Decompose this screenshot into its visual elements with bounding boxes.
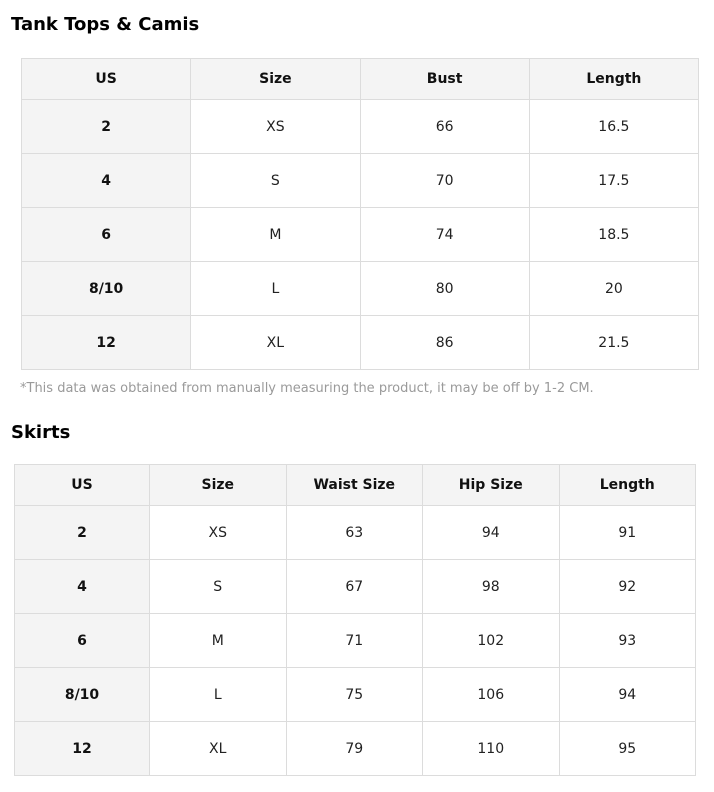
- us-size-cell: 6: [22, 208, 191, 262]
- size-cell: XL: [191, 316, 360, 370]
- length-cell: 95: [559, 722, 696, 776]
- table-row: [22, 154, 699, 208]
- table-row: [15, 560, 696, 614]
- bust-cell: 80: [360, 262, 529, 316]
- column-header-length: Length: [529, 59, 698, 100]
- column-header-size: Size: [150, 465, 287, 506]
- us-size-cell: 4: [15, 560, 150, 614]
- column-header-waist-size: Waist Size: [286, 465, 423, 506]
- column-header-us: US: [22, 59, 191, 100]
- table-row: [15, 668, 696, 722]
- hip-cell: 110: [423, 722, 560, 776]
- bust-cell: 70: [360, 154, 529, 208]
- size-cell: S: [150, 560, 287, 614]
- hip-cell: 106: [423, 668, 560, 722]
- waist-cell: 75: [286, 668, 423, 722]
- table-row: [22, 208, 699, 262]
- tank-tops-size-table: [21, 58, 699, 370]
- us-size-cell: 6: [15, 614, 150, 668]
- length-cell: 18.5: [529, 208, 698, 262]
- table-row: [22, 262, 699, 316]
- us-size-cell: 2: [22, 100, 191, 154]
- table-header-row: [22, 59, 699, 100]
- us-size-cell: 2: [15, 506, 150, 560]
- measurement-disclaimer: *This data was obtained from manually measuring the product, it may be off by 1-2 CM.: [20, 381, 594, 396]
- length-cell: 17.5: [529, 154, 698, 208]
- table-row: [15, 506, 696, 560]
- table-row: [15, 722, 696, 776]
- column-header-bust: Bust: [360, 59, 529, 100]
- hip-cell: 102: [423, 614, 560, 668]
- table-row: [15, 614, 696, 668]
- waist-cell: 71: [286, 614, 423, 668]
- length-cell: 20: [529, 262, 698, 316]
- size-cell: M: [150, 614, 287, 668]
- tank-tops-title: Tank Tops & Camis: [11, 14, 200, 35]
- size-cell: M: [191, 208, 360, 262]
- size-cell: L: [150, 668, 287, 722]
- bust-cell: 86: [360, 316, 529, 370]
- column-header-size: Size: [191, 59, 360, 100]
- bust-cell: 74: [360, 208, 529, 262]
- length-cell: 94: [559, 668, 696, 722]
- bust-cell: 66: [360, 100, 529, 154]
- length-cell: 16.5: [529, 100, 698, 154]
- us-size-cell: 12: [22, 316, 191, 370]
- waist-cell: 67: [286, 560, 423, 614]
- skirts-size-table: [14, 464, 696, 776]
- size-cell: L: [191, 262, 360, 316]
- us-size-cell: 12: [15, 722, 150, 776]
- table-row: [22, 100, 699, 154]
- us-size-cell: 4: [22, 154, 191, 208]
- column-header-length: Length: [559, 465, 696, 506]
- size-cell: XL: [150, 722, 287, 776]
- size-cell: XS: [191, 100, 360, 154]
- us-size-cell: 8/10: [15, 668, 150, 722]
- table-row: [22, 316, 699, 370]
- table-header-row: [15, 465, 696, 506]
- hip-cell: 98: [423, 560, 560, 614]
- hip-cell: 94: [423, 506, 560, 560]
- column-header-us: US: [15, 465, 150, 506]
- length-cell: 21.5: [529, 316, 698, 370]
- us-size-cell: 8/10: [22, 262, 191, 316]
- column-header-hip-size: Hip Size: [423, 465, 560, 506]
- waist-cell: 79: [286, 722, 423, 776]
- size-cell: XS: [150, 506, 287, 560]
- waist-cell: 63: [286, 506, 423, 560]
- length-cell: 91: [559, 506, 696, 560]
- size-cell: S: [191, 154, 360, 208]
- length-cell: 92: [559, 560, 696, 614]
- skirts-title: Skirts: [11, 422, 71, 443]
- length-cell: 93: [559, 614, 696, 668]
